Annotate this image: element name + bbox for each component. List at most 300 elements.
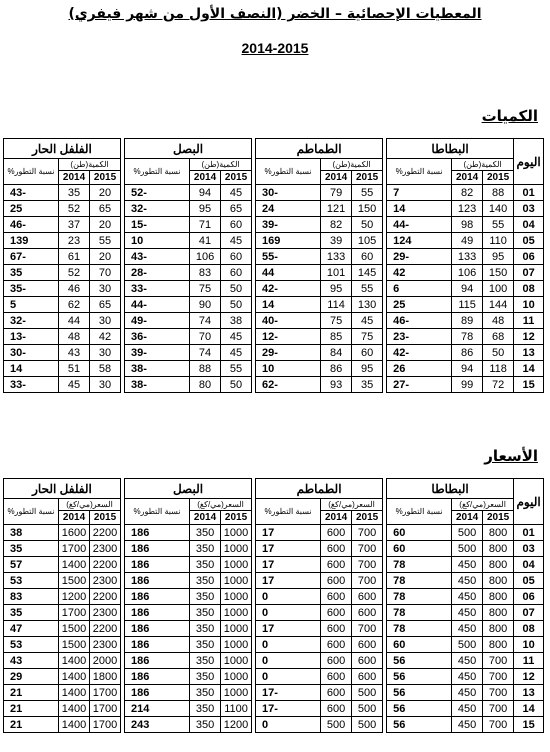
column-gap <box>383 525 387 541</box>
value-2014-cell: 43 <box>59 345 90 361</box>
growth-rate-cell: -30 <box>256 185 321 201</box>
growth-rate-cell: 47 <box>4 621 59 637</box>
growth-rate-cell: 60 <box>387 541 452 557</box>
years-title: 2014-2015 <box>241 40 309 56</box>
value-2015-cell: 1000 <box>221 573 252 589</box>
value-2014-cell: 350 <box>190 669 221 685</box>
column-gap <box>252 345 256 361</box>
value-2014-cell: 133 <box>452 249 483 265</box>
table-row <box>4 361 544 377</box>
value-2015-cell: 2300 <box>90 605 121 621</box>
value-2015-cell: 1000 <box>221 637 252 653</box>
value-2014-cell: 600 <box>321 669 352 685</box>
value-2015-cell: 2200 <box>90 589 121 605</box>
year-2015-header: 2015 <box>483 511 514 525</box>
column-gap <box>121 345 125 361</box>
value-2014-cell: 1400 <box>59 653 90 669</box>
column-gap <box>252 669 256 685</box>
column-gap <box>121 541 125 557</box>
value-2015-cell: 88 <box>483 185 514 201</box>
value-2014-cell: 450 <box>452 669 483 685</box>
column-gap <box>383 541 387 557</box>
value-2014-cell: 1400 <box>59 717 90 733</box>
growth-rate-cell: 186 <box>125 525 190 541</box>
growth-rate-header: نسبة التطور% <box>256 159 321 185</box>
table-row <box>4 637 544 653</box>
day-cell: 05 <box>514 573 544 589</box>
column-gap <box>121 525 125 541</box>
growth-rate-cell: 57 <box>4 557 59 573</box>
value-2014-cell: 350 <box>190 525 221 541</box>
column-gap <box>121 605 125 621</box>
value-2014-cell: 83 <box>190 265 221 281</box>
growth-rate-cell: 78 <box>387 605 452 621</box>
value-2015-cell: 20 <box>90 217 121 233</box>
day-cell: 01 <box>514 185 544 201</box>
column-gap <box>383 653 387 669</box>
growth-rate-cell: -46 <box>387 313 452 329</box>
product-header: الفلفل الحار <box>4 479 121 499</box>
value-2015-cell: 600 <box>352 605 383 621</box>
value-2014-cell: 62 <box>59 297 90 313</box>
value-2014-cell: 75 <box>321 313 352 329</box>
day-cell: 08 <box>514 281 544 297</box>
column-gap <box>252 605 256 621</box>
growth-rate-cell: -39 <box>256 217 321 233</box>
year-2014-header: 2014 <box>190 511 221 525</box>
value-2014-cell: 350 <box>190 541 221 557</box>
column-gap <box>121 717 125 733</box>
table-row <box>4 685 544 701</box>
value-2015-cell: 700 <box>483 717 514 733</box>
table-row <box>4 541 544 557</box>
value-2015-cell: 50 <box>483 345 514 361</box>
column-gap <box>383 201 387 217</box>
column-gap <box>383 233 387 249</box>
table-row <box>4 557 544 573</box>
growth-rate-cell: 78 <box>387 573 452 589</box>
column-gap <box>252 297 256 313</box>
table-row <box>4 377 544 393</box>
day-cell: 12 <box>514 669 544 685</box>
value-2015-cell: 1000 <box>221 685 252 701</box>
value-2014-cell: 600 <box>321 541 352 557</box>
growth-rate-cell: 0 <box>256 637 321 653</box>
value-2014-cell: 61 <box>59 249 90 265</box>
value-2014-cell: 94 <box>452 281 483 297</box>
growth-rate-cell: 17 <box>256 557 321 573</box>
growth-rate-cell: 6 <box>387 281 452 297</box>
value-2014-cell: 1500 <box>59 637 90 653</box>
unit-header: السعر(مي/كغ) <box>321 499 383 511</box>
value-2014-cell: 93 <box>321 377 352 393</box>
value-2014-cell: 600 <box>321 637 352 653</box>
column-gap <box>121 573 125 589</box>
value-2014-cell: 350 <box>190 589 221 605</box>
value-2015-cell: 60 <box>352 249 383 265</box>
value-2015-cell: 20 <box>90 185 121 201</box>
column-gap <box>252 249 256 265</box>
unit-header: الكمية(طن) <box>452 159 514 171</box>
growth-rate-cell: 35 <box>4 605 59 621</box>
prices-table <box>3 478 544 733</box>
column-gap <box>383 313 387 329</box>
column-gap <box>121 329 125 345</box>
table-row <box>4 185 544 201</box>
day-cell: 14 <box>514 361 544 377</box>
column-gap <box>252 589 256 605</box>
value-2014-cell: 46 <box>59 281 90 297</box>
day-cell: 11 <box>514 653 544 669</box>
day-cell: 13 <box>514 685 544 701</box>
column-gap <box>121 685 125 701</box>
growth-rate-cell: 169 <box>256 233 321 249</box>
growth-rate-cell: 25 <box>387 297 452 313</box>
value-2015-cell: 700 <box>483 685 514 701</box>
year-2015-header: 2015 <box>352 511 383 525</box>
growth-rate-cell: 21 <box>4 717 59 733</box>
value-2014-cell: 82 <box>321 217 352 233</box>
growth-rate-cell: -15 <box>125 217 190 233</box>
value-2015-cell: 50 <box>352 217 383 233</box>
value-2014-cell: 600 <box>321 621 352 637</box>
column-gap <box>383 297 387 313</box>
value-2014-cell: 1400 <box>59 701 90 717</box>
value-2014-cell: 114 <box>321 297 352 313</box>
day-cell: 07 <box>514 605 544 621</box>
value-2015-cell: 45 <box>221 185 252 201</box>
value-2014-cell: 500 <box>452 541 483 557</box>
column-gap <box>121 653 125 669</box>
day-cell: 10 <box>514 637 544 653</box>
table-row <box>4 589 544 605</box>
value-2015-cell: 2300 <box>90 637 121 653</box>
growth-rate-cell: -12 <box>256 329 321 345</box>
column-gap <box>121 185 125 201</box>
value-2014-cell: 85 <box>321 329 352 345</box>
value-2015-cell: 1000 <box>221 653 252 669</box>
column-gap <box>383 265 387 281</box>
value-2015-cell: 700 <box>352 525 383 541</box>
value-2015-cell: 600 <box>352 589 383 605</box>
value-2015-cell: 2300 <box>90 573 121 589</box>
value-2015-cell: 95 <box>483 249 514 265</box>
growth-rate-cell: 35 <box>4 541 59 557</box>
value-2014-cell: 101 <box>321 265 352 281</box>
value-2014-cell: 600 <box>321 701 352 717</box>
value-2015-cell: 65 <box>221 201 252 217</box>
table-row <box>4 217 544 233</box>
value-2014-cell: 600 <box>321 653 352 669</box>
day-cell: 11 <box>514 313 544 329</box>
value-2015-cell: 30 <box>90 345 121 361</box>
growth-rate-cell: 186 <box>125 605 190 621</box>
growth-rate-cell: -33 <box>125 281 190 297</box>
value-2015-cell: 700 <box>352 557 383 573</box>
value-2015-cell: 145 <box>352 265 383 281</box>
column-gap <box>121 557 125 573</box>
table-row <box>4 573 544 589</box>
column-gap <box>252 701 256 717</box>
column-gap <box>252 201 256 217</box>
value-2014-cell: 1600 <box>59 525 90 541</box>
growth-rate-cell: -33 <box>4 377 59 393</box>
column-gap <box>252 265 256 281</box>
column-gap <box>252 217 256 233</box>
growth-rate-cell: 186 <box>125 669 190 685</box>
value-2015-cell: 100 <box>483 281 514 297</box>
value-2015-cell: 2200 <box>90 557 121 573</box>
growth-rate-cell: 78 <box>387 621 452 637</box>
day-cell: 05 <box>514 233 544 249</box>
value-2014-cell: 115 <box>452 297 483 313</box>
growth-rate-cell: 56 <box>387 653 452 669</box>
year-2014-header: 2014 <box>321 511 352 525</box>
growth-rate-cell: -55 <box>256 249 321 265</box>
growth-rate-cell: 35 <box>4 265 59 281</box>
growth-rate-cell: 17 <box>256 525 321 541</box>
day-cell: 12 <box>514 329 544 345</box>
year-2014-header: 2014 <box>190 171 221 185</box>
growth-rate-header: نسبة التطور% <box>387 159 452 185</box>
growth-rate-cell: 21 <box>4 685 59 701</box>
value-2015-cell: 1100 <box>221 701 252 717</box>
column-gap <box>252 281 256 297</box>
value-2015-cell: 68 <box>483 329 514 345</box>
value-2014-cell: 75 <box>190 281 221 297</box>
value-2015-cell: 1000 <box>221 605 252 621</box>
value-2014-cell: 82 <box>452 185 483 201</box>
value-2015-cell: 30 <box>90 281 121 297</box>
column-gap <box>252 377 256 393</box>
table-row <box>4 281 544 297</box>
value-2014-cell: 106 <box>190 249 221 265</box>
value-2015-cell: 800 <box>483 621 514 637</box>
column-gap <box>252 233 256 249</box>
value-2015-cell: 95 <box>352 361 383 377</box>
growth-rate-cell: 29 <box>4 669 59 685</box>
value-2014-cell: 95 <box>190 201 221 217</box>
growth-rate-cell: 14 <box>256 297 321 313</box>
growth-rate-header: نسبة التطور% <box>125 159 190 185</box>
growth-rate-cell: -62 <box>256 377 321 393</box>
value-2014-cell: 350 <box>190 717 221 733</box>
growth-rate-cell: 186 <box>125 637 190 653</box>
value-2015-cell: 30 <box>90 377 121 393</box>
value-2014-cell: 35 <box>59 185 90 201</box>
column-gap <box>252 637 256 653</box>
value-2015-cell: 1700 <box>90 717 121 733</box>
value-2015-cell: 42 <box>90 329 121 345</box>
growth-rate-cell: -36 <box>125 329 190 345</box>
value-2014-cell: 1400 <box>59 685 90 701</box>
value-2014-cell: 123 <box>452 201 483 217</box>
growth-rate-cell: 26 <box>387 361 452 377</box>
growth-rate-cell: 17 <box>256 621 321 637</box>
growth-rate-cell: -23 <box>387 329 452 345</box>
value-2014-cell: 350 <box>190 637 221 653</box>
value-2015-cell: 60 <box>221 217 252 233</box>
growth-rate-cell: 139 <box>4 233 59 249</box>
value-2014-cell: 86 <box>321 361 352 377</box>
value-2015-cell: 2300 <box>90 541 121 557</box>
column-gap <box>121 637 125 653</box>
value-2015-cell: 150 <box>352 201 383 217</box>
value-2014-cell: 99 <box>452 377 483 393</box>
value-2014-cell: 350 <box>190 685 221 701</box>
value-2015-cell: 2200 <box>90 525 121 541</box>
value-2014-cell: 1700 <box>59 541 90 557</box>
value-2015-cell: 75 <box>352 329 383 345</box>
column-gap <box>252 557 256 573</box>
growth-rate-cell: 78 <box>387 557 452 573</box>
day-cell: 01 <box>514 525 544 541</box>
value-2015-cell: 50 <box>221 297 252 313</box>
value-2015-cell: 700 <box>483 669 514 685</box>
column-gap <box>252 717 256 733</box>
value-2015-cell: 45 <box>352 313 383 329</box>
value-2014-cell: 1500 <box>59 573 90 589</box>
table-row <box>4 297 544 313</box>
day-cell: 08 <box>514 621 544 637</box>
value-2014-cell: 350 <box>190 573 221 589</box>
table-row <box>4 717 544 733</box>
value-2014-cell: 450 <box>452 685 483 701</box>
growth-rate-cell: 124 <box>387 233 452 249</box>
day-cell: 15 <box>514 717 544 733</box>
column-gap <box>383 217 387 233</box>
value-2015-cell: 48 <box>483 313 514 329</box>
growth-rate-cell: -42 <box>387 345 452 361</box>
growth-rate-header: نسبة التطور% <box>4 499 59 525</box>
value-2014-cell: 86 <box>452 345 483 361</box>
day-cell: 06 <box>514 249 544 265</box>
growth-rate-cell: -43 <box>125 249 190 265</box>
value-2015-cell: 55 <box>352 281 383 297</box>
value-2015-cell: 70 <box>90 265 121 281</box>
value-2015-cell: 60 <box>352 345 383 361</box>
value-2015-cell: 118 <box>483 361 514 377</box>
unit-header: السعر(مي/كغ) <box>59 499 121 511</box>
growth-rate-cell: 186 <box>125 685 190 701</box>
value-2014-cell: 1700 <box>59 605 90 621</box>
growth-rate-cell: -40 <box>256 313 321 329</box>
value-2014-cell: 88 <box>190 361 221 377</box>
growth-rate-cell: 38 <box>4 525 59 541</box>
growth-rate-cell: 43 <box>4 653 59 669</box>
value-2015-cell: 140 <box>483 201 514 217</box>
value-2014-cell: 450 <box>452 605 483 621</box>
value-2015-cell: 60 <box>221 249 252 265</box>
value-2015-cell: 38 <box>221 313 252 329</box>
column-gap <box>383 685 387 701</box>
value-2015-cell: 150 <box>483 265 514 281</box>
value-2014-cell: 450 <box>452 573 483 589</box>
growth-rate-cell: -38 <box>125 361 190 377</box>
column-gap <box>121 669 125 685</box>
value-2014-cell: 94 <box>190 185 221 201</box>
value-2015-cell: 800 <box>483 541 514 557</box>
growth-rate-cell: 14 <box>4 361 59 377</box>
growth-rate-cell: 7 <box>387 185 452 201</box>
value-2014-cell: 600 <box>321 557 352 573</box>
value-2014-cell: 94 <box>452 361 483 377</box>
value-2014-cell: 23 <box>59 233 90 249</box>
growth-rate-cell: 10 <box>125 233 190 249</box>
growth-rate-cell: 10 <box>256 361 321 377</box>
growth-rate-cell: -49 <box>125 313 190 329</box>
value-2015-cell: 700 <box>352 621 383 637</box>
growth-rate-cell: 56 <box>387 685 452 701</box>
value-2015-cell: 1000 <box>221 525 252 541</box>
column-gap <box>252 313 256 329</box>
value-2014-cell: 600 <box>321 685 352 701</box>
growth-rate-cell: 25 <box>4 201 59 217</box>
product-header: البطاطا <box>387 139 514 159</box>
table-row <box>4 313 544 329</box>
growth-rate-header: نسبة التطور% <box>125 499 190 525</box>
growth-rate-cell: 0 <box>256 589 321 605</box>
value-2014-cell: 350 <box>190 621 221 637</box>
column-gap <box>121 217 125 233</box>
growth-rate-cell: -17 <box>256 701 321 717</box>
value-2015-cell: 1800 <box>90 669 121 685</box>
column-gap <box>252 541 256 557</box>
value-2014-cell: 45 <box>59 377 90 393</box>
value-2014-cell: 350 <box>190 701 221 717</box>
value-2015-cell: 45 <box>221 233 252 249</box>
value-2014-cell: 95 <box>321 281 352 297</box>
product-header: البصل <box>125 479 252 499</box>
value-2014-cell: 350 <box>190 653 221 669</box>
unit-header: الكمية(طن) <box>321 159 383 171</box>
table-row <box>4 201 544 217</box>
page-title: المعطيات الإحصائية – الخضر (النصف الأول من شهر فيفري) <box>68 6 482 22</box>
year-2015-header: 2015 <box>483 171 514 185</box>
column-gap <box>383 345 387 361</box>
column-gap <box>383 557 387 573</box>
value-2015-cell: 1000 <box>221 557 252 573</box>
value-2015-cell: 1200 <box>221 717 252 733</box>
value-2015-cell: 45 <box>221 329 252 345</box>
value-2015-cell: 700 <box>352 573 383 589</box>
value-2015-cell: 600 <box>352 669 383 685</box>
value-2015-cell: 800 <box>483 525 514 541</box>
column-gap <box>121 297 125 313</box>
value-2014-cell: 48 <box>59 329 90 345</box>
year-2014-header: 2014 <box>452 511 483 525</box>
value-2015-cell: 105 <box>352 233 383 249</box>
value-2014-cell: 89 <box>452 313 483 329</box>
growth-rate-cell: -29 <box>387 249 452 265</box>
value-2014-cell: 1400 <box>59 669 90 685</box>
year-2014-header: 2014 <box>452 171 483 185</box>
value-2015-cell: 35 <box>352 377 383 393</box>
table-row <box>4 669 544 685</box>
value-2014-cell: 80 <box>190 377 221 393</box>
value-2014-cell: 37 <box>59 217 90 233</box>
growth-rate-cell: 214 <box>125 701 190 717</box>
value-2015-cell: 65 <box>90 297 121 313</box>
growth-rate-cell: -32 <box>125 201 190 217</box>
value-2014-cell: 71 <box>190 217 221 233</box>
value-2015-cell: 55 <box>90 233 121 249</box>
column-gap <box>383 701 387 717</box>
column-gap <box>252 685 256 701</box>
value-2014-cell: 74 <box>190 313 221 329</box>
year-2015-header: 2015 <box>90 511 121 525</box>
day-cell: 13 <box>514 345 544 361</box>
